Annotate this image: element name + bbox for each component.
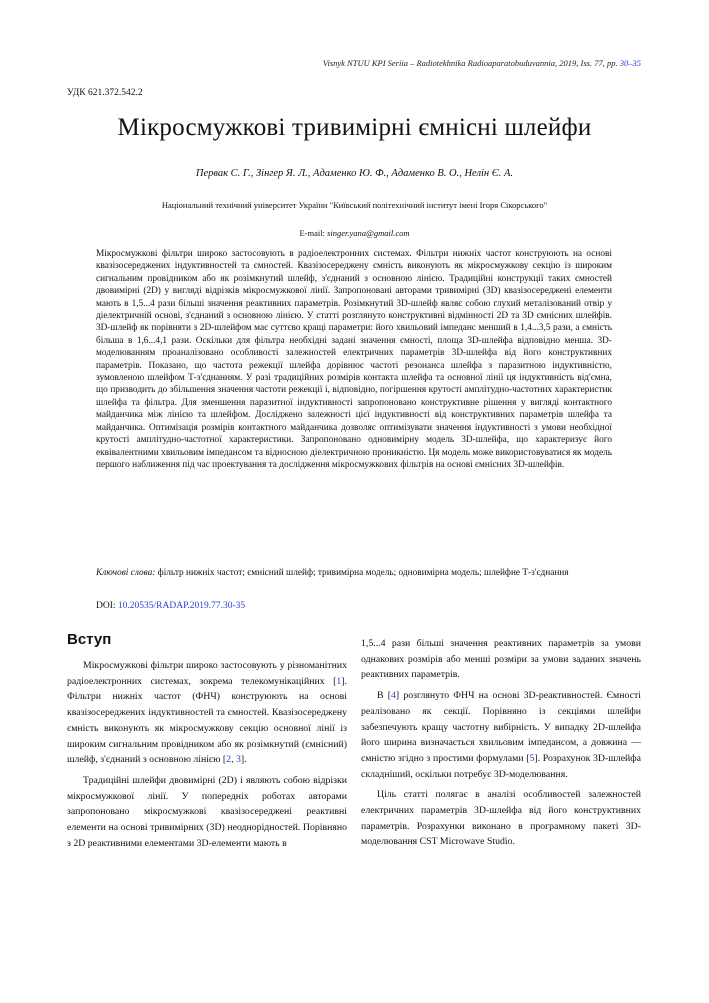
journal-details: , 2019, Iss. 77, pp. xyxy=(555,58,620,68)
intro-paragraph-4: Ціль статті полягає в аналізі особливостей залежностей електричних параметрів 3D-шлейфа від його конструктивних параметрів. Розрахунки виконано в програмному пакеті 3D-моделювання CST Microwave Studio. xyxy=(361,789,641,848)
abstract: Мікросмужкові фільтри широко застосовують в радіоелектронних системах. Фільтри нижніх частот конструюють на основі квазізосереджених індуктивностей та ємностей. Квазізосереджену ємність виконують як мікросмужкову секцію із широким сигнальним провідником або як розімкнутий шлейф, з'єднаний з основною лінією. Традиційні конструкції таких ємностей двовимірні (2D) у вигляді відрізків мікросмужкової лінії. Запропоновані авторами тривимірні (3D) квазізосереджені елементи мають в 1,5...4 рази більші значення реактивних параметрів. Розімкнутий 3D-шлейф являє собою глухий металізований отвір у діелектричній основі, з'єднаний з основною лінією. У статті розглянуто конструктивні відмінності 2D та 3D ємнісних шлейфів. 3D-шлейф як порівняти з 2D-шлейфом має суттєво кращі параметри: його хвильовий імпеданс менший в 1,4...3,5 рази, а ємність більша в 1,6...4,1 рази. Оскільки для фільтра необхідні задані значення ємності, площа 3D-шлейфа відповідно менша. 3D-моделюванням проаналізовано особливості залежностей електричних параметрів 3D-шлейфа від його конструктивних параметрів. Показано, що частота режекції шлейфа дорівнює частоті резонанса шлейфа з паразитною індуктивністю, зумовленою шлейфом Т-з'єднанням. У разі традиційних розмірів контакта шлейфа та основної лінії ця індуктивність від'ємна, що призводить до збільшення значення частоти режекції і, відповідно, погіршення крутості амплітудно-частотних характеристик шлейфа та фільтра. Для зменшення паразитної індуктивності запропоновано конструктивне рішення у вигляді контактного майданчика між лінією та шлейфом. Досліджено залежності цієї індуктивності від конструктивних параметрів шлейфа та майданчика. Оптимізація розмірів контактного майданчика дозволяє оптимізувати значення індуктивності з умови необхідної крутості амплітудно-частотної характеристики. Запропоновано одновимірну модель 3D-шлейфа, що характеризує його еквівалентними хвильовим імпедансом та відносною діелектричною проникністю. Ця модель може використовуватися як модель першого наближення під час проектування та дослідження мікросмужкових фільтрів на основі ємнісних 3D-шлейфів. xyxy=(96,249,612,470)
email-label: E-mail: xyxy=(299,228,328,238)
text-run: ] розглянуто ФНЧ на основі 3D-реактивностей. Ємності реалізовано як секції. Порівняно із секціями шлейфи забезпечують кращу частотну вибірність. У випадку 2D-шлейфа його ширина визначається хвильовим імпедансом, а довжина — ємністю згідно з простими формулами [ xyxy=(361,690,641,764)
citation-link[interactable]: 1 xyxy=(336,675,342,687)
doi-label: DOI: xyxy=(96,601,118,611)
doi-line xyxy=(96,601,245,611)
citation-link[interactable]: 2 xyxy=(226,754,232,766)
doi-link[interactable]: 10.20535/RADAP.2019.77.30-35 xyxy=(117,601,246,611)
text-run: ]. Розрахунок 3D-шлейфа складніший, оскільки потребує 3D-моделювання. xyxy=(361,752,641,780)
intro-paragraph-2-continued: 1,5...4 рази більші значення реактивних параметрів за умови однакових розмірів або менші розміри за умови заданих значень реактивних параметрів. xyxy=(361,638,641,681)
journal-name: Visnyk NTUU KPI Seriia – Radiotekhnika Radioaparatobuduvannia xyxy=(322,58,556,68)
text-run: ]. xyxy=(240,754,247,766)
citation-link[interactable]: 4 xyxy=(390,690,396,702)
udk-code: УДК 621.372.542.2 xyxy=(67,88,143,98)
email-address[interactable]: singer.yana@gmail.com xyxy=(327,228,410,238)
intro-paragraph-3 xyxy=(361,688,641,782)
right-column xyxy=(361,636,641,855)
intro-paragraph-1 xyxy=(67,658,347,768)
running-header xyxy=(323,58,641,68)
affiliation: Національний технічний університет України "Київський політехнічний інститут імені Ігоря Сікорського" xyxy=(161,200,548,210)
text-run: В [ xyxy=(377,690,391,702)
paper-title: Мікросмужкові тривимірні ємнісні шлейфи xyxy=(117,114,592,141)
authors: Первак С. Г., Зінгер Я. Л., Адаменко Ю. Ф., Адаменко В. О., Нелін Є. А. xyxy=(195,168,514,179)
citation-link[interactable]: 3 xyxy=(235,754,241,766)
section-heading: Вступ xyxy=(67,631,112,648)
page-range-link[interactable]: 30–35 xyxy=(619,58,641,68)
keywords-text: фільтр нижніх частот; ємнісний шлейф; тривимірна модель; одновимірна модель; шлейфне Т-з'єднання xyxy=(155,568,569,578)
text-run: Мікросмужкові фільтри широко застосовують у різноманітних радіоелектронних системах, зокрема телекомунікаційних [ xyxy=(67,660,347,687)
citation-link[interactable]: 5 xyxy=(529,752,535,764)
email-line xyxy=(0,228,709,238)
text-run: , xyxy=(231,754,236,766)
left-column xyxy=(67,630,347,856)
intro-paragraph-2: Традиційні шлейфи двовимірні (2D) і являють собою відрізки мікросмужкової лінії. У попередніх роботах авторами запропоновано мікросмужкові квазізосереджені реактивні елементи на основі тривимірних (3D) неоднорідностей. Порівняно з 2D реактивними елементами 3D-елементи мають в xyxy=(67,774,347,849)
keywords-label: Ключові слова: xyxy=(96,568,156,578)
text-run: ]. Фільтри нижніх частот (ФНЧ) конструюють на основі квазізосереджених індуктивностей та ємностей. Квазізосереджену ємність виконують як мікросмужкову секцію основної лінії із широким сигнальним провідником або як розімкнутий (ємнісний) шлейф, з'єднаний з основною лінією [ xyxy=(67,675,347,766)
keywords xyxy=(96,567,612,579)
